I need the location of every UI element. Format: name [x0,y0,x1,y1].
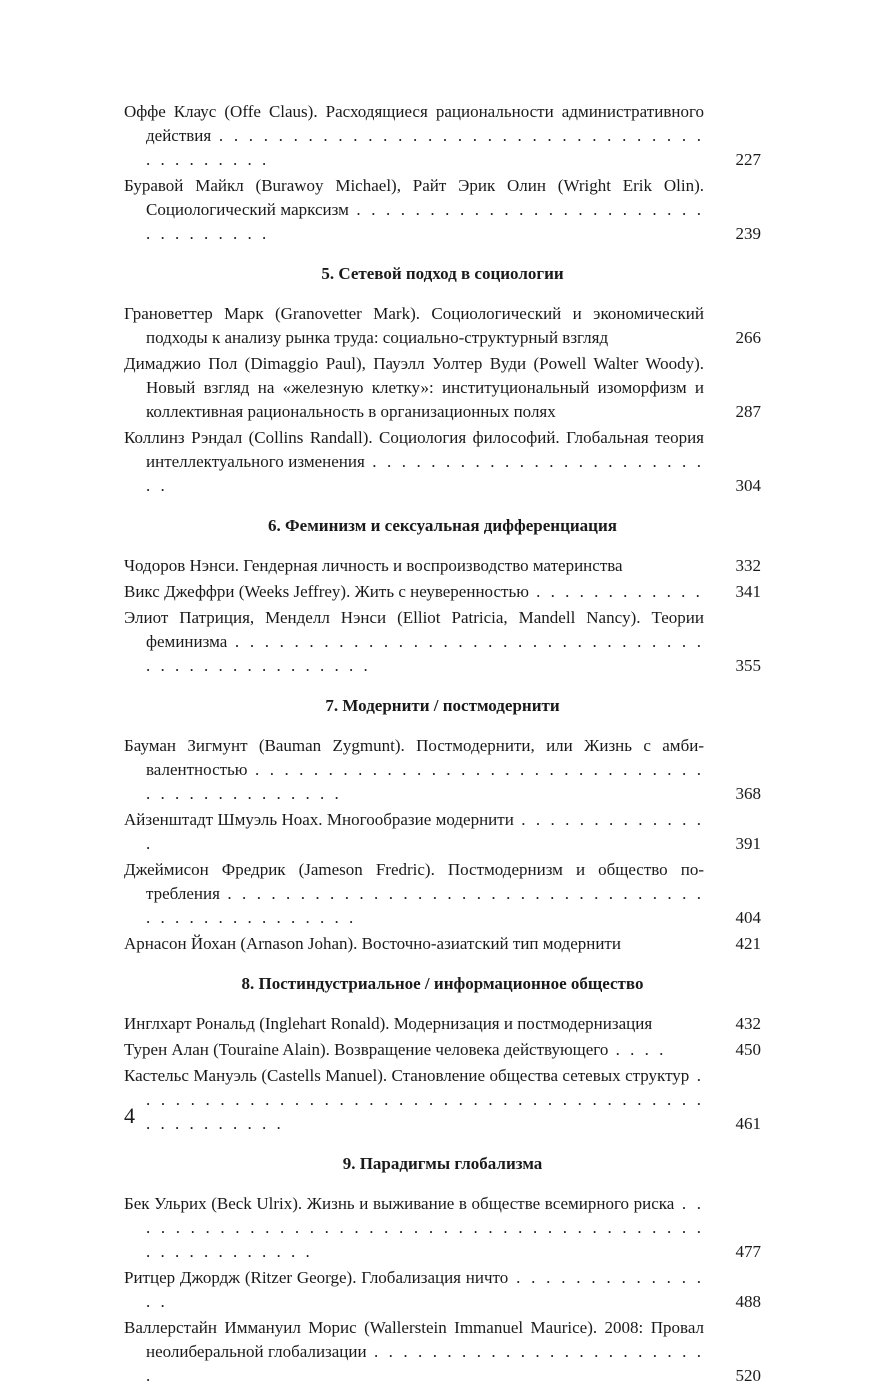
toc-section [124,694,761,956]
entry-text-block [124,352,704,424]
dot-leader: . . . . . . . . . . . . . . . . . . . . . . . . . . . . . . . . . . . . . . . . . . . . . . . . [146,632,704,675]
entry-title: Бауман Зигмунт (Bauman Zygmunt). Постмодернити, или Жизнь с амбивалентностью [124,736,704,779]
section-title: 7. Модернити / постмодернити [325,696,560,715]
page-number: 4 [124,1103,135,1128]
dot-leader: . . . . . . . . . . . . . . . . . . . . . . . . . . . . . . . . . [146,200,705,243]
toc-entry [124,1192,761,1264]
entry-text-block [124,932,704,956]
toc-section [124,514,761,678]
entry-page-number: 368 [735,784,761,803]
toc-section [124,972,761,1136]
toc-entry [124,1064,761,1136]
dot-leader: . . . . . . . . . . . . . . . . . . . . . . . . . . . . . . . . . . . . . . . . . . [146,126,704,169]
entry-title: Коллинз Рэндал (Collins Randall). Социология философий. Глобальная теория интеллектуального изменения [124,428,704,471]
section-title: 8. Постиндустриальное / информационное общество [241,974,644,993]
toc-entry [124,1266,761,1314]
entry-title: Турен Алан (Touraine Alain). Возвращение человека действующего [124,1040,609,1059]
dot-leader: . . . . . . . . . . . . . . . . . . . . . . . . . . . . . . . . . . . . . . . . . . . . . . . . [146,884,704,927]
entry-text-block [124,174,704,246]
entry-text-block [124,808,704,856]
entry-text-block [124,302,704,350]
entry-text-block [124,1316,704,1388]
toc-section [124,1152,761,1388]
toc-entry [124,734,761,806]
entry-text-block [124,580,704,604]
entry-text-block [124,1266,704,1314]
entry-title: Айзенштадт Шмуэль Ноах. Многообразие модернити [124,810,514,829]
entry-page-number: 239 [735,224,761,243]
entry-page-number: 287 [735,402,761,421]
toc-entry [124,426,761,498]
toc-entry [124,100,761,172]
entry-title: Викс Джеффри (Weeks Jeffrey). Жить с неуверенностью [124,582,529,601]
toc-section [124,262,761,498]
toc-entry [124,580,761,604]
entry-page-number: 355 [735,656,761,675]
dot-leader: . . . . . . . . . . . . . . . . . . . . . . . . . [146,452,705,495]
toc-entry [124,932,761,956]
entry-title: Кастельс Мануэль (Castells Manuel). Становление общества сетевых структур [124,1066,690,1085]
toc-entry [124,1316,761,1388]
toc-entry [124,1012,761,1036]
entry-page-number: 520 [735,1366,761,1385]
section-title: 5. Сетевой подход в социологии [321,264,564,283]
entry-page-number: 404 [735,908,761,927]
dot-leader: . . . . . . . . . . . . . . . . . . . . . . . . . . . . . . . . . . . . . . . . . . . . . [146,760,704,803]
toc-entry [124,1038,761,1062]
entry-title: Грановеттер Марк (Granovetter Mark). Социологический и экономический подходы к анализу рынка труда: социально-структурный взгляд [124,304,704,347]
entry-title: Элиот Патриция, Менделл Нэнси (Elliot Patricia, Mandell Nancy). Теории феминизма [124,608,704,651]
toc-section [124,100,761,246]
entry-text-block [124,1038,704,1062]
entry-page-number: 227 [735,150,761,169]
section-title: 9. Парадигмы глобализма [342,1154,543,1173]
entry-text-block [124,554,704,578]
entry-title: Оффе Клаус (Offe Claus). Расходящиеся рациональности административного действия [124,102,704,145]
dot-leader: . . . . . . . . . . . . . . . . . . . . . . . . . . . . . . . . . . . . . . . . . . . . . . . . . [146,1066,705,1133]
entry-page-number: 332 [735,556,761,575]
dot-leader: . . . . [608,1040,667,1059]
toc-entry [124,606,761,678]
entry-page-number: 450 [735,1040,761,1059]
section-title: 6. Феминизм и сексуальная дифференциация [268,516,617,535]
entry-page-number: 266 [735,328,761,347]
entry-page-number: 477 [735,1242,761,1261]
entry-text-block [124,606,704,678]
entry-page-number: 304 [735,476,761,495]
entry-title: Арнасон Йохан (Arnason Johan). Восточно-азиатский тип модернити [124,934,621,953]
dot-leader: . . . . . . . . . . . . . . [146,810,704,853]
toc-entry [124,352,761,424]
dot-leader: . . . . . . . . . . . . . . . . . . . . . . . . . . . . . . . . . . . . . . . . . . . . . . . . . . . . [146,1194,704,1261]
entry-title: Димаджио Пол (Dimaggio Paul), Пауэлл Уолтер Вуди (Powell Walter Woody). Новый взгляд на «железную клетку»: институциональный изоморфизм и коллективная рациональность в организационных полях [124,354,704,421]
entry-title: Инглхарт Рональд (Inglehart Ronald). Модернизация и постмодернизация [124,1014,653,1033]
entry-text-block [124,1192,704,1264]
toc-entry [124,174,761,246]
entry-title: Ритцер Джордж (Ritzer George). Глобализация ничто [124,1268,509,1287]
entry-title: Бек Ульрих (Beck Ulrix). Жизнь и выживание в обществе всемирного риска [124,1194,675,1213]
dot-leader: . . . . . . . . . . . . . . . [146,1268,704,1311]
toc-entry [124,808,761,856]
entry-text-block [124,734,704,806]
table-of-contents [124,100,761,1390]
entry-title: Чодоров Нэнси. Гендерная личность и воспроизводство материнства [124,556,623,575]
dot-leader: . . . . . . . . . . . . . . . . . . . . . . . . [146,1342,705,1385]
entry-text-block [124,1012,704,1036]
toc-entry [124,554,761,578]
toc-entry [124,302,761,350]
entry-page-number: 432 [735,1014,761,1033]
entry-page-number: 488 [735,1292,761,1311]
toc-entry [124,858,761,930]
entry-title: Буравой Майкл (Burawoy Michael), Райт Эрик Олин (Wright Erik Olin). Социологический марксизм [124,176,704,219]
entry-page-number: 341 [735,582,761,601]
entry-text-block [124,858,704,930]
entry-page-number: 421 [735,934,761,953]
entry-text-block [124,426,704,498]
entry-text-block [124,1064,704,1136]
entry-title: Валлерстайн Иммануил Морис (Wallerstein Immanuel Maurice). 2008: Провал неолиберальной глобализации [124,1318,704,1361]
dot-leader: . . . . . . . . . . . . [528,582,703,601]
entry-text-block [124,100,704,172]
entry-page-number: 461 [735,1114,761,1133]
entry-title: Джеймисон Фредрик (Jameson Fredric). Постмодернизм и общество потребления [124,860,704,903]
entry-page-number: 391 [735,834,761,853]
